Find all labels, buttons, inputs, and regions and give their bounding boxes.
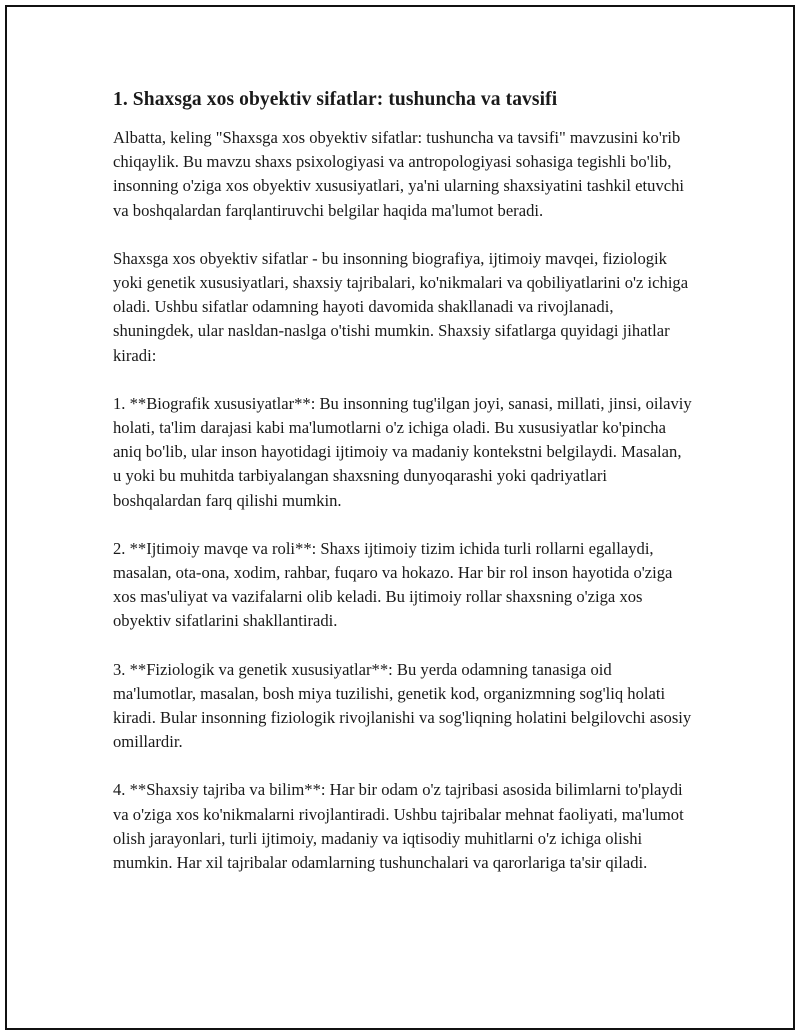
paragraph-item-3: 3. **Fiziologik va genetik xususiyatlar**: Bu yerda odamning tanasiga oid ma'lumotlar, masalan, bosh miya tuzilishi, genetik kod, organizmning sog'liq holati kiradi. Bular insonning fiziologik rivojlanishi va sog'liqning holatini belgilovchi asosiy omillardir. <box>113 659 692 752</box>
paragraph-item-1: 1. **Biografik xususiyatlar**: Bu insonning tug'ilgan joyi, sanasi, millati, jinsi, oilaviy holati, ta'lim darajasi kabi ma'lumotlarni o'z ichiga oladi. Bu xususiyatlar ko'pincha aniq bo'lib, ular inson hayotidagi ijtimoiy va madaniy kontekstni belgilaydi. Masalan, u yoki bu muhitda tarbiyalangan shaxsning dunyoqarashi yoki qadriyatlari boshqalardan farq qilishi mumkin. <box>113 393 692 510</box>
paragraph-intro: Albatta, keling "Shaxsga xos obyektiv sifatlar: tushuncha va tavsifi" mavzusini ko'rib chiqaylik. Bu mavzu shaxs psixologiyasi va antropologiyasi sohasiga tegishli bo'lib, insonning o'ziga xos obyektiv xususiyatlari, ya'ni ularning shaxsiyatini tashkil etuvchi va boshqalardan farqlantiruvchi belgilar haqida ma'lumot beradi. <box>113 128 685 220</box>
document-body <box>113 88 693 899</box>
document-title: 1. Shaxsga xos obyektiv sifatlar: tushuncha va tavsifi <box>113 89 558 110</box>
paragraph-definition: Shaxsga xos obyektiv sifatlar - bu insonning biografiya, ijtimoiy mavqei, fiziologik yoki genetik xususiyatlari, shaxsiy tajribalari, ko'nikmalari va qobiliyatlarini o'z ichiga oladi. Ushbu sifatlar odamning hayoti davomida shakllanadi va rivojlanadi, shuningdek, ular nasldan-naslga o'tishi mumkin. Shaxsiy sifatlarga quyidagi jihatlar kiradi: <box>113 248 689 365</box>
paragraph-item-4: 4. **Shaxsiy tajriba va bilim**: Har bir odam o'z tajribasi asosida bilimlarni to'playdi va o'ziga xos ko'nikmalarni rivojlantiradi. Ushbu tajribalar mehnat faoliyati, ma'lumot olish jarayonlari, turli ijtimoiy, madaniy va iqtisodiy muhitlarni o'z ichiga olishi mumkin. Har xil tajribalar odamlarning tushunchalari va qarorlariga ta'sir qiladi. <box>113 780 684 873</box>
paragraph-item-2: 2. **Ijtimoiy mavqe va roli**: Shaxs ijtimoiy tizim ichida turli rollarni egallaydi, masalan, ota-ona, xodim, rahbar, fuqaro va hokazo. Har bir rol inson hayotida o'ziga xos mas'uliyat va vazifalarni olib keladi. Bu ijtimoiy rollar shaxsning o'ziga xos obyektiv sifatlarini shakllantiradi. <box>113 538 673 631</box>
